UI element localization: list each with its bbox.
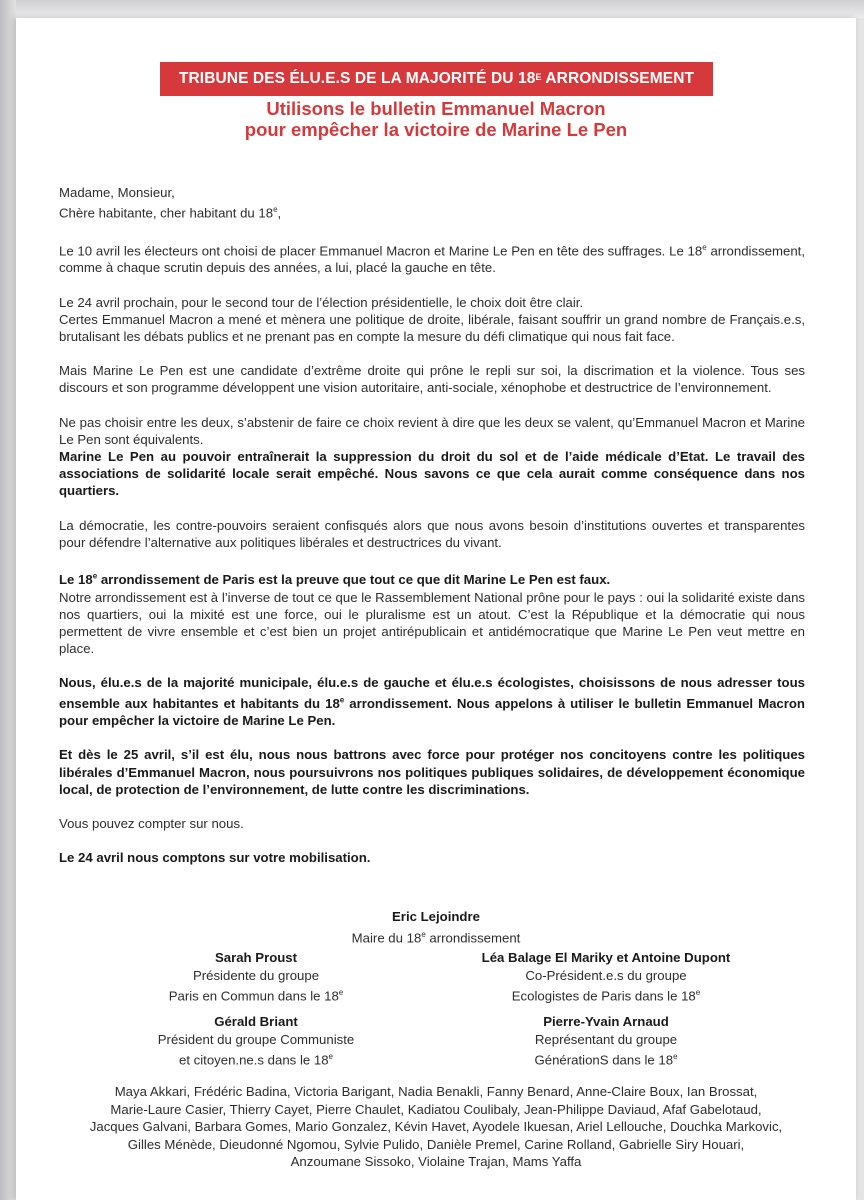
greeting-line-2: Chère habitante, cher habitant du 18 <box>59 205 274 221</box>
headline-line-1: Utilisons le bulletin Emmanuel Macron <box>266 98 606 119</box>
banner-superscript: E <box>535 72 542 82</box>
document-page <box>16 18 856 1200</box>
paragraph-2-line-1: Le 24 avril prochain, pour le second tour de l’élection présidentielle, le choix doit être clair. <box>59 294 584 310</box>
headline <box>16 98 856 140</box>
paragraph-7-start: Nous, élu.e.s de la majorité municipale, élu.e.s de gauche et élu.e.s écologistes, choisissons de nous adresser tous ensemble aux habitantes et habitants du 18 <box>59 675 805 712</box>
other-signatories-line: Gilles Ménède, Dieudonné Ngomou, Sylvie Pulido, Danièle Premel, Carine Rolland, Gabrielle Siry Houari, <box>127 1136 745 1152</box>
signatory-3-group <box>126 1048 386 1069</box>
banner-text-start: TRIBUNE DES ÉLU.E.S DE LA MAJORITÉ DU 18 <box>178 70 536 87</box>
signatory-2-superscript: e <box>695 988 701 997</box>
paragraph-1 <box>59 239 805 277</box>
signatory-2-group-text: Ecologistes de Paris dans le 18 <box>511 988 696 1004</box>
other-signatories-line: Anzoumane Sissoko, Violaine Trajan, Mams Yaffa <box>290 1154 582 1170</box>
other-signatories <box>56 1083 816 1171</box>
banner-text-end: ARRONDISSEMENT <box>541 70 695 87</box>
paragraph-1-start: Le 10 avril les électeurs ont choisi de placer Emmanuel Macron et Marine Le Pen en tête des suffrages. Le 18 <box>59 243 703 259</box>
title-banner <box>160 62 713 96</box>
paragraph-2 <box>59 294 805 346</box>
greeting <box>59 184 805 222</box>
signatory-mayor-superscript: e <box>421 929 426 939</box>
signatory-3-group-text: et citoyen.ne.s dans le 18 <box>178 1052 329 1068</box>
signatory-2 <box>456 949 756 1005</box>
paragraph-4-bold: Marine Le Pen au pouvoir entraînerait la suppression du droit du sol et de l’aide médicale d’Etat. Le travail des associations de solidarité locale serait empêché. Nous savons ce que cela aurait comme conséquence dans nos quartiers. <box>59 449 805 499</box>
paragraph-2-line-2: Certes Emmanuel Macron a mené et mènera une politique de droite, libérale, faisant souffrir un grand nombre de Français.e.s, brutalisant les débats publics et ne prenant pas en compte la mesure du défi climatique qui nous fait face. <box>59 311 805 344</box>
paragraph-10-bold: Le 24 avril nous comptons sur votre mobilisation. <box>59 850 371 866</box>
greeting-line-2-end: , <box>277 205 282 221</box>
paragraph-3: Mais Marine Le Pen est une candidate d’extrême droite qui prône le repli sur soi, la discrimation et la violence. Tous ses discours et son programme développent une vision autoritaire, anti-sociale, xénophobe et destructrice de l’environnement. <box>59 363 805 396</box>
paragraph-4 <box>59 414 805 500</box>
signatory-3 <box>126 1013 386 1069</box>
paragraph-7-superscript: e <box>339 695 345 705</box>
signatory-3-role: Président du groupe Communiste <box>157 1031 355 1047</box>
signatory-mayor-title <box>16 926 856 947</box>
greeting-line-1: Madame, Monsieur, <box>59 185 175 200</box>
signatory-mayor-title-start: Maire du 18 <box>351 929 422 945</box>
paragraph-8 <box>59 746 805 798</box>
paragraph-5: La démocratie, les contre-pouvoirs seraient confisqués alors que nous avons besoin d’institutions ouvertes et transparentes pour défendre l’alternative aux politiques libérales et destructrices du vivant. <box>59 517 805 550</box>
paragraph-6-bold-end: arrondissement de Paris est la preuve que tout ce que dit Marine Le Pen est faux. <box>97 572 611 588</box>
paragraph-4-normal: Ne pas choisir entre les deux, s’abstenir de faire ce choix revient à dire que les deux se valent, qu’Emmanuel Macron et Marine Le Pen sont équivalents. <box>59 414 805 447</box>
paragraph-8-bold: Et dès le 25 avril, s’il est élu, nous nous battrons avec force pour protéger nos concitoyens contre les politiques libérales d’Emmanuel Macron, nous poursuivrons nos politiques publiques solidaires, de développement économique local, de protection de l’environnement, de lutte contre les discriminations. <box>59 747 805 797</box>
letter-body <box>59 184 805 883</box>
signatory-1-superscript: e <box>338 988 344 997</box>
other-signatories-line: Maya Akkari, Frédéric Badina, Victoria Barigant, Nadia Benakli, Fanny Benard, Anne-Claire Boux, Ian Brossat, <box>114 1084 758 1099</box>
paragraph-6-bold-start: Le 18 <box>59 572 93 588</box>
paragraph-6-bold <box>59 572 610 587</box>
signatory-4-name: Pierre-Yvain Arnaud <box>543 1014 669 1029</box>
signatory-2-name: Léa Balage El Mariky et Antoine Dupont <box>481 950 731 965</box>
background-edge-left <box>0 0 16 1200</box>
signatory-1-group <box>126 984 386 1005</box>
paragraph-10 <box>59 849 805 866</box>
signatory-2-role: Co-Président.e.s du groupe <box>525 967 687 983</box>
signatory-mayor-title-end: arrondissement <box>425 929 521 945</box>
paragraph-7 <box>59 674 805 729</box>
signatory-mayor <box>16 908 856 946</box>
background-edge-top <box>0 0 864 18</box>
signatory-4-group <box>456 1048 756 1069</box>
other-signatories-line: Jacques Galvani, Barbara Gomes, Mario Gonzalez, Kévin Havet, Ayodele Ikuesan, Ariel Lellouche, Douchka Markovic, <box>89 1119 783 1135</box>
signatory-1 <box>126 949 386 1005</box>
signatory-4 <box>456 1013 756 1069</box>
signatory-mayor-name: Eric Lejoindre <box>392 909 480 924</box>
paragraph-7-bold <box>59 675 805 728</box>
headline-line-2: pour empêcher la victoire de Marine Le Pen <box>244 119 628 140</box>
signatory-4-superscript: e <box>673 1052 678 1061</box>
paragraph-1-superscript: e <box>702 242 707 252</box>
signatory-3-name: Gérald Briant <box>214 1014 298 1029</box>
signatory-4-group-text: GénérationS dans le 18 <box>534 1052 674 1068</box>
paragraph-9: Vous pouvez compter sur nous. <box>59 816 244 832</box>
signatory-1-role: Présidente du groupe <box>192 967 320 983</box>
signatory-2-group <box>456 984 756 1005</box>
signatory-3-superscript: e <box>328 1052 333 1061</box>
paragraph-6 <box>59 568 805 657</box>
signatory-1-group-text: Paris en Commun dans le 18 <box>168 988 339 1004</box>
signatory-4-role: Représentant du groupe <box>534 1031 678 1047</box>
paragraph-7-end: arrondissement. Nous appelons à utiliser le bulletin Emmanuel Macron pour empêcher la victoire de Marine Le Pen. <box>59 696 805 729</box>
signatory-1-name: Sarah Proust <box>214 950 298 965</box>
paragraph-6-superscript: e <box>92 572 98 582</box>
paragraph-1-end: arrondissement, comme à chaque scrutin depuis des années, a lui, placé la gauche en tête. <box>59 243 805 276</box>
paragraph-6-normal: Notre arrondissement est à l’inverse de tout ce que le Rassemblement National prône pour le pays : oui la solidarité existe dans nos quartiers, oui la mixité est une force, oui le pluralisme est un atout. C’est la République et la démocratie qui nous permettent de vivre ensemble et c’est bien un projet antirépublicain et antidémocratique que Marine Le Pen veut mettre en place. <box>59 589 805 657</box>
greeting-superscript: e <box>273 205 278 215</box>
other-signatories-line: Marie-Laure Casier, Thierry Cayet, Pierre Chaulet, Kadiatou Coulibaly, Jean-Philippe Daviaud, Afaf Gabelotaud, <box>110 1101 762 1117</box>
